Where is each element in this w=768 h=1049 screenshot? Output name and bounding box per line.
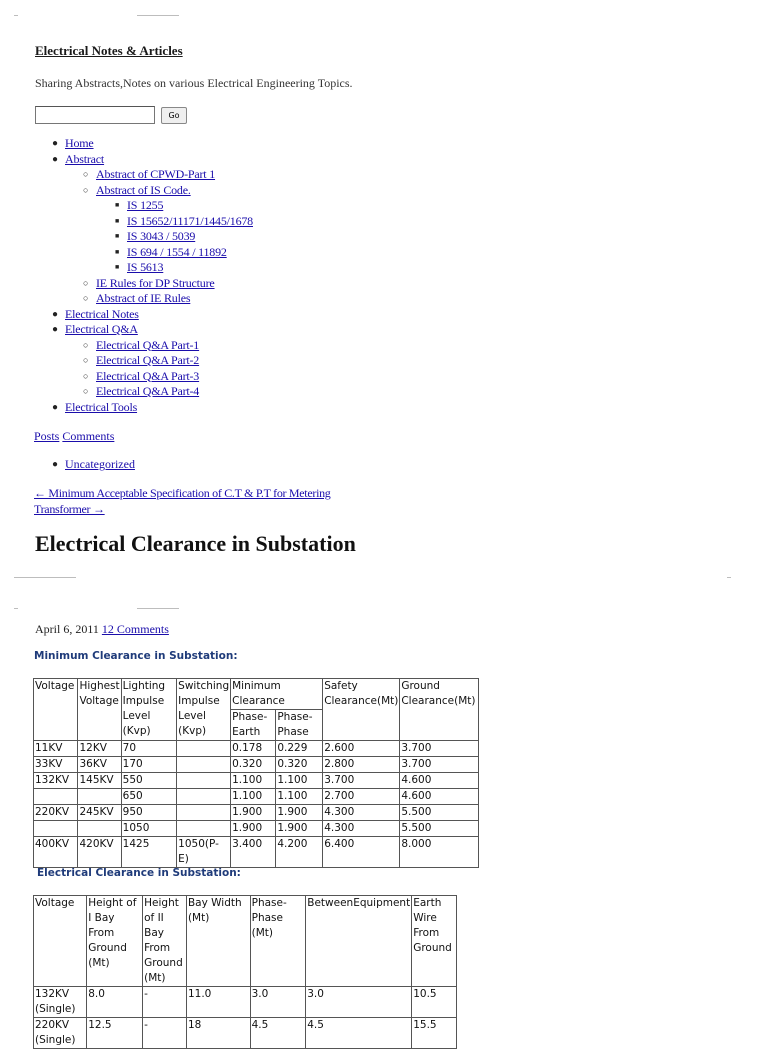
table-cell: 1.900 <box>276 821 323 837</box>
table-cell: 650 <box>121 789 177 805</box>
table-row <box>34 987 457 1018</box>
table-row <box>34 821 479 837</box>
table-cell: 4.300 <box>323 821 400 837</box>
table-cell: 8.000 <box>400 837 479 868</box>
menu-link[interactable]: Abstract <box>65 151 105 166</box>
bullet-icon: ○ <box>83 184 89 195</box>
menu-link[interactable]: Electrical Tools <box>65 399 138 414</box>
table-row <box>34 1018 457 1049</box>
header-cell: Phase-Phase <box>276 710 323 741</box>
menu-link[interactable]: Electrical Q&A <box>65 322 138 336</box>
table-cell: 10.5 <box>412 987 457 1018</box>
search-input[interactable] <box>35 106 155 124</box>
menu-item <box>35 400 253 416</box>
table-cell: 6.400 <box>323 837 400 868</box>
post-meta <box>35 622 169 637</box>
separator <box>14 608 18 609</box>
category-link[interactable]: Uncategorized <box>65 457 135 471</box>
table-cell: 12.5 <box>87 1018 143 1049</box>
table-cell <box>177 741 231 757</box>
menu-link[interactable]: IS 5613 <box>127 260 164 274</box>
table-cell: 3.0 <box>250 987 306 1018</box>
menu-link[interactable]: IE Rules for DP Structure <box>96 275 215 290</box>
header-cell: Minimum Clearance <box>231 679 323 710</box>
menu-item <box>35 136 253 152</box>
table-cell <box>177 789 231 805</box>
table-cell <box>34 789 78 805</box>
header-cell: Phase-Earth <box>231 710 276 741</box>
table-cell: - <box>143 1018 187 1049</box>
table-cell: 5.500 <box>400 805 479 821</box>
table-cell: 5.500 <box>400 821 479 837</box>
bullet-icon: ■ <box>115 263 120 271</box>
bullet-icon: ○ <box>83 293 89 303</box>
table-cell: 3.700 <box>400 741 479 757</box>
header-cell: Ground Clearance(Mt) <box>400 679 479 741</box>
table-cell: 4.5 <box>250 1018 306 1049</box>
menu-link[interactable]: Abstract of CPWD-Part 1 <box>96 167 216 181</box>
table-cell <box>78 821 121 837</box>
menu-item <box>35 183 253 199</box>
menu-item <box>35 338 253 354</box>
table-row <box>34 805 479 821</box>
menu-link[interactable]: Home <box>65 136 94 150</box>
list-item <box>35 457 135 472</box>
table-cell: 3.700 <box>400 757 479 773</box>
feed-links <box>34 429 114 444</box>
electrical-clearance-table <box>33 895 457 1049</box>
menu-item <box>35 307 253 323</box>
menu-link[interactable]: Electrical Q&A Part-4 <box>96 384 200 398</box>
menu-link[interactable]: Electrical Q&A Part-2 <box>96 353 200 367</box>
bullet-icon: ■ <box>115 232 120 240</box>
table-cell: 1425 <box>121 837 177 868</box>
menu-item <box>35 229 253 245</box>
bullet-icon: ■ <box>115 216 120 225</box>
table-cell: 4.600 <box>400 773 479 789</box>
category-list <box>35 457 135 472</box>
menu-item <box>35 198 253 214</box>
table-cell: 1.100 <box>231 789 276 805</box>
header-cell: Switching Impulse Level (Kvp) <box>177 679 231 741</box>
bullet-icon: ■ <box>115 201 120 209</box>
table-cell: 15.5 <box>412 1018 457 1049</box>
table-cell: 1050 <box>121 821 177 837</box>
comments-link[interactable]: 12 Comments <box>101 622 169 636</box>
table-cell: 3.700 <box>323 773 400 789</box>
menu-link[interactable]: Electrical Q&A Part-1 <box>96 337 200 352</box>
table-cell <box>177 821 231 837</box>
table-header-row <box>34 679 479 710</box>
bullet-icon: ● <box>52 324 58 335</box>
header-cell: Phase-Phase (Mt) <box>250 896 306 987</box>
separator <box>14 15 18 16</box>
table-cell: 1.100 <box>276 773 323 789</box>
table-cell: 170 <box>121 757 177 773</box>
table-row <box>34 789 479 805</box>
table-cell <box>34 821 78 837</box>
table1-heading: Minimum Clearance in Substation: <box>34 650 238 662</box>
bullet-icon: ○ <box>83 370 89 381</box>
bullet-icon: ● <box>52 153 58 165</box>
table-cell <box>177 805 231 821</box>
table-cell: 1.900 <box>231 805 276 821</box>
table-cell: 2.600 <box>323 741 400 757</box>
menu-item <box>35 353 253 369</box>
menu-item <box>35 167 253 183</box>
table-cell: 950 <box>121 805 177 821</box>
table-cell: 0.229 <box>276 741 323 757</box>
bullet-icon: ○ <box>83 355 89 365</box>
table-cell: 36KV <box>78 757 121 773</box>
menu-item <box>35 322 253 338</box>
bullet-icon: ○ <box>83 386 89 396</box>
table-cell: 220KV (Single) <box>34 1018 87 1049</box>
min-clearance-table <box>33 678 479 868</box>
search-go-button[interactable]: Go <box>161 107 187 124</box>
table-cell: 3.400 <box>231 837 276 868</box>
table-row <box>34 757 479 773</box>
table-cell: 132KV <box>34 773 78 789</box>
table-cell: 1.900 <box>231 821 276 837</box>
separator <box>137 15 179 16</box>
main-menu <box>35 136 253 415</box>
menu-item <box>35 245 253 261</box>
menu-item <box>35 214 253 230</box>
table-cell: 420KV <box>78 837 121 868</box>
table-cell: 4.600 <box>400 789 479 805</box>
table-cell: 2.700 <box>323 789 400 805</box>
table-cell: 145KV <box>78 773 121 789</box>
menu-item <box>35 369 253 385</box>
menu-item <box>35 384 253 400</box>
table-cell: 8.0 <box>87 987 143 1018</box>
site-title <box>35 43 183 59</box>
table-cell: - <box>143 987 187 1018</box>
table-cell: 220KV <box>34 805 78 821</box>
table-cell: 11KV <box>34 741 78 757</box>
site-tagline: Sharing Abstracts,Notes on various Electrical Engineering Topics. <box>35 76 353 90</box>
header-cell: Height of II Bay From Ground (Mt) <box>143 896 187 987</box>
header-cell: Safety Clearance(Mt) <box>323 679 400 741</box>
table-cell: 2.800 <box>323 757 400 773</box>
table-cell: 1.100 <box>231 773 276 789</box>
table-cell: 1.900 <box>276 805 323 821</box>
menu-item <box>35 276 253 292</box>
menu-item <box>35 152 253 168</box>
table-cell: 0.178 <box>231 741 276 757</box>
menu-link[interactable]: Abstract of IE Rules <box>96 291 191 305</box>
header-cell: Height of I Bay From Ground (Mt) <box>87 896 143 987</box>
header-cell: Voltage <box>34 896 87 987</box>
table2-heading: Electrical Clearance in Substation: <box>37 867 241 879</box>
bullet-icon: ● <box>52 401 58 413</box>
previous-post-link[interactable]: ← Minimum Acceptable Specification of C.T & P.T for Metering Transformer → <box>34 486 331 516</box>
bullet-icon: ○ <box>83 169 89 179</box>
header-cell: Lighting Impulse Level (Kvp) <box>121 679 177 741</box>
table-cell <box>177 757 231 773</box>
table-cell: 18 <box>186 1018 250 1049</box>
menu-link[interactable]: Electrical Q&A Part-3 <box>96 368 200 383</box>
menu-item <box>35 291 253 307</box>
table-cell <box>177 773 231 789</box>
table-cell: 33KV <box>34 757 78 773</box>
menu-link[interactable]: IS 1255 <box>127 198 164 212</box>
bullet-icon: ○ <box>83 339 89 350</box>
header-cell: BetweenEquipment <box>306 896 412 987</box>
bullet-icon: ● <box>52 308 58 320</box>
posts-feed-link[interactable]: Posts <box>34 429 60 443</box>
table-row <box>34 773 479 789</box>
table-cell: 400KV <box>34 837 78 868</box>
table-cell: 4.5 <box>306 1018 412 1049</box>
site-title-link[interactable]: Electrical Notes & Articles <box>35 43 183 58</box>
post-date: April 6, 2011 <box>35 622 99 636</box>
table-cell: 550 <box>121 773 177 789</box>
table-row <box>34 837 479 868</box>
post-title: Electrical Clearance in Substation <box>35 531 356 556</box>
table-cell: 11.0 <box>186 987 250 1018</box>
menu-link[interactable]: IS 15652/11171/1445/1678 <box>127 213 253 228</box>
bullet-icon: ● <box>52 459 59 470</box>
separator <box>727 577 731 578</box>
table-cell: 12KV <box>78 741 121 757</box>
post-navigation <box>34 486 364 517</box>
header-cell: Bay Width (Mt) <box>186 896 250 987</box>
separator <box>137 608 179 609</box>
table-cell: 70 <box>121 741 177 757</box>
bullet-icon: ■ <box>115 247 120 256</box>
table-cell: 0.320 <box>231 757 276 773</box>
table-cell: 1050(P-E) <box>177 837 231 868</box>
menu-link[interactable]: IS 3043 / 5039 <box>127 229 196 243</box>
header-cell: Earth Wire From Ground <box>412 896 457 987</box>
menu-link[interactable]: Electrical Notes <box>65 306 139 321</box>
comments-feed-link[interactable]: Comments <box>62 429 115 443</box>
menu-link[interactable]: Abstract of IS Code. <box>96 182 191 197</box>
separator <box>14 577 76 578</box>
bullet-icon: ● <box>52 138 58 149</box>
menu-item <box>35 260 253 276</box>
table-cell: 4.300 <box>323 805 400 821</box>
header-cell: Highest Voltage <box>78 679 121 741</box>
bullet-icon: ○ <box>83 277 89 288</box>
table-cell: 132KV (Single) <box>34 987 87 1018</box>
menu-link[interactable]: IS 694 / 1554 / 11892 <box>127 244 227 259</box>
table-cell: 245KV <box>78 805 121 821</box>
header-cell: Voltage <box>34 679 78 741</box>
table-row <box>34 741 479 757</box>
table-cell: 0.320 <box>276 757 323 773</box>
table-cell <box>78 789 121 805</box>
table-cell: 3.0 <box>306 987 412 1018</box>
table-cell: 4.200 <box>276 837 323 868</box>
table-cell: 1.100 <box>276 789 323 805</box>
table-header-row <box>34 896 457 987</box>
